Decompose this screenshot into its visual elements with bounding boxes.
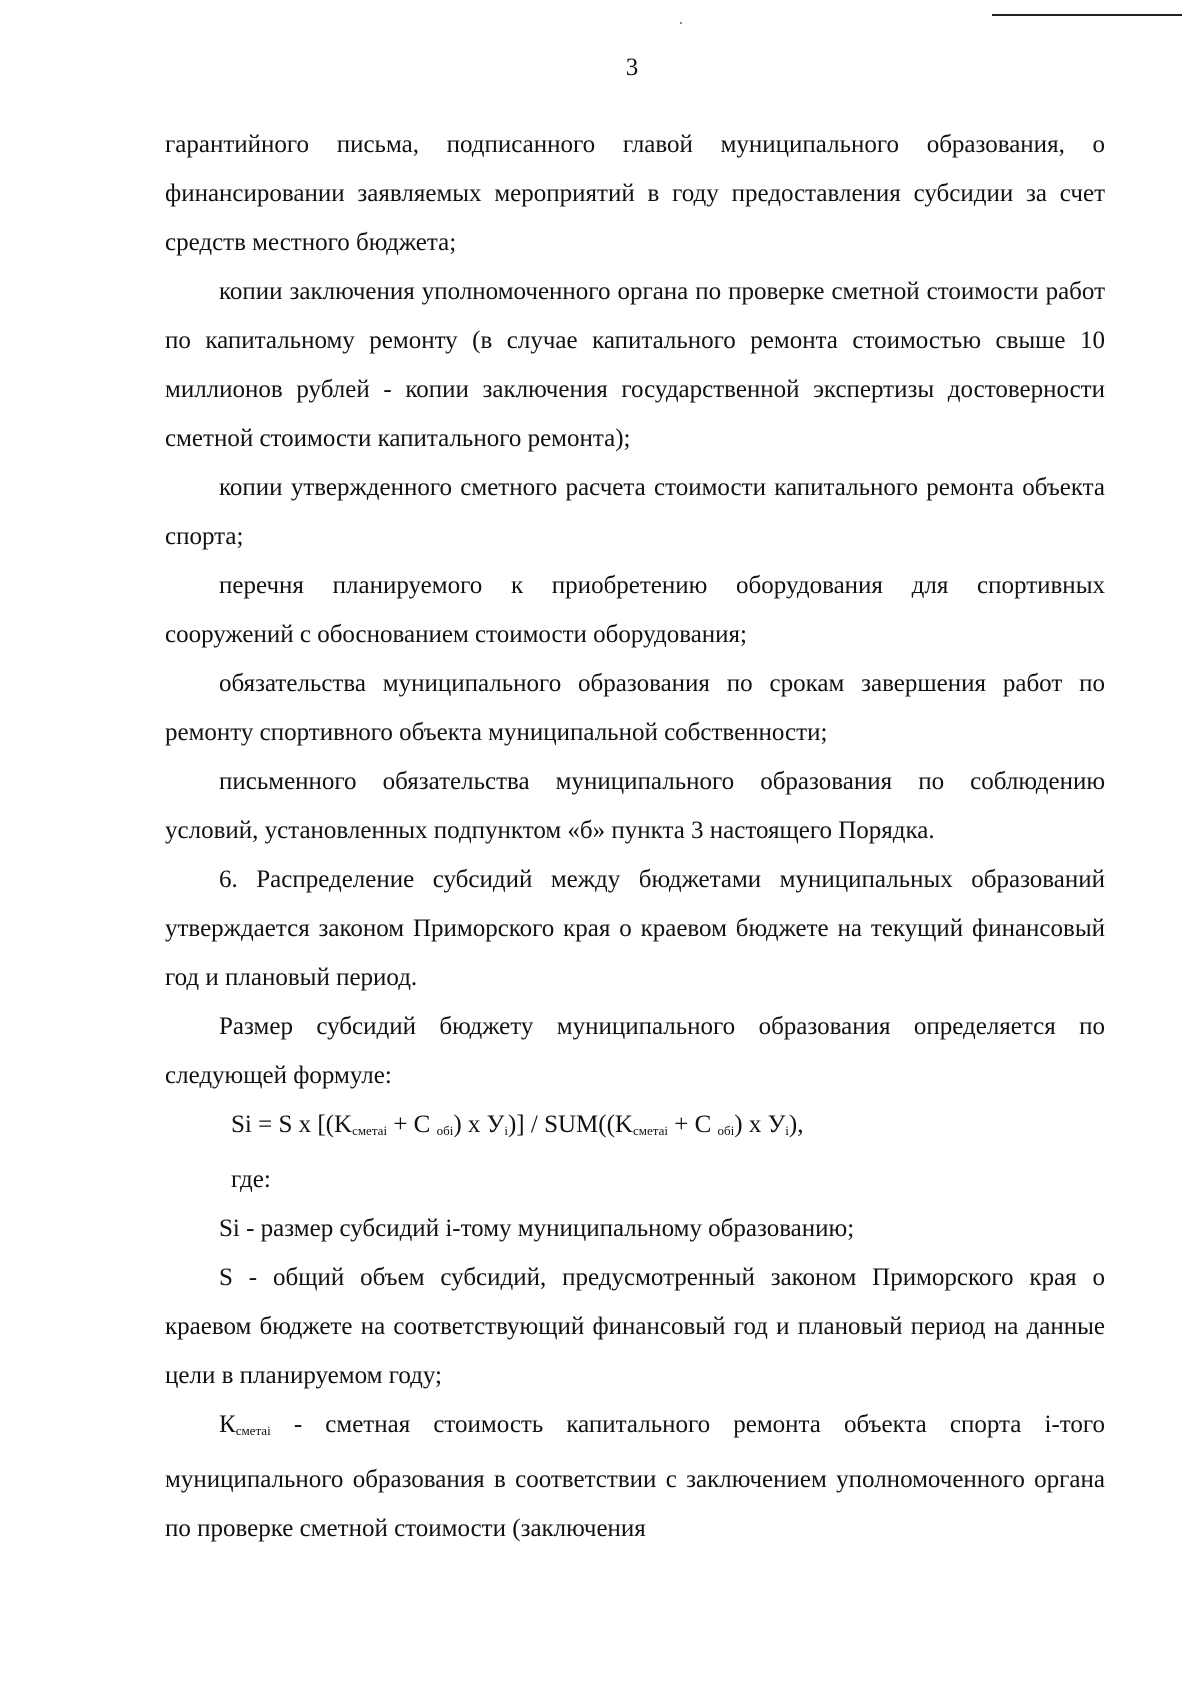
document-body (165, 120, 1105, 1553)
paragraph-guarantee-letter: гарантийного письма, подписанного главой муниципального образования, о финансировании заявляемых мероприятий в году предоставления субсидии за счет средств местного бюджета; (165, 131, 1105, 256)
k-symbol: К (219, 1411, 236, 1438)
formula-part: Si = S x [(K (231, 1111, 353, 1138)
formula-part: + C (387, 1111, 437, 1138)
formula-subscript: сметаi (632, 1123, 668, 1138)
k-subscript: сметаi (235, 1423, 271, 1438)
definition-k-smeta (165, 1400, 1105, 1553)
formula-subscript: сметаi (352, 1123, 388, 1138)
paragraph-written-obligation: письменного обязательства муниципального образования по соблюдению условий, установленных подпунктом «б» пункта 3 настоящего Порядка. (165, 768, 1105, 844)
top-rule (992, 14, 1182, 16)
formula-part: ) x У (734, 1111, 786, 1138)
formula-part: )] / SUM((K (507, 1111, 633, 1138)
scan-speck (680, 22, 682, 24)
formula-part: + C (667, 1111, 718, 1138)
formula-subscript: i (504, 1123, 508, 1138)
paragraph-completion-obligation: обязательства муниципального образования по срокам завершения работ по ремонту спортивного объекта муниципальной собственности; (165, 670, 1105, 746)
paragraph-conclusion-copy: копии заключения уполномоченного органа по проверке сметной стоимости работ по капитальному ремонту (в случае капитального ремонта стоимостью свыше 10 миллионов рублей - копии заключения государственной экспертизы достоверности сметной стоимости капитального ремонта); (165, 278, 1105, 452)
definition-s: S - общий объем субсидий, предусмотренный законом Приморского края о краевом бюджете на соответствующий финансовый год и плановый период на данные цели в планируемом году; (165, 1264, 1105, 1389)
formula-subscript: обi (436, 1123, 454, 1138)
page-number: 3 (625, 54, 639, 81)
formula-subscript: i (785, 1123, 789, 1138)
definition-si: Si - размер субсидий i-тому муниципальному образованию; (219, 1215, 855, 1242)
paragraph-estimate-copy: копии утвержденного сметного расчета стоимости капитального ремонта объекта спорта; (165, 474, 1105, 550)
paragraph-equipment-list: перечня планируемого к приобретению оборудования для спортивных сооружений с обоснованием стоимости оборудования; (165, 572, 1105, 648)
k-definition-text: - сметная стоимость капитального ремонта объекта спорта i-того муниципального образования в соответствии с заключением уполномоченного органа по проверке сметной стоимости (заключения (165, 1411, 1105, 1542)
paragraph-distribution: 6. Распределение субсидий между бюджетами муниципальных образований утверждается законом Приморского края о краевом бюджете на текущий финансовый год и плановый период. (165, 866, 1105, 991)
formula-subscript: обi (717, 1123, 735, 1138)
where-label: где: (231, 1166, 271, 1193)
paragraph-formula-intro: Размер субсидий бюджету муниципального образования определяется по следующей формуле: (165, 1013, 1105, 1089)
formula-part: ), (788, 1111, 804, 1138)
subsidy-formula (165, 1100, 1105, 1155)
formula-part: ) x У (453, 1111, 505, 1138)
